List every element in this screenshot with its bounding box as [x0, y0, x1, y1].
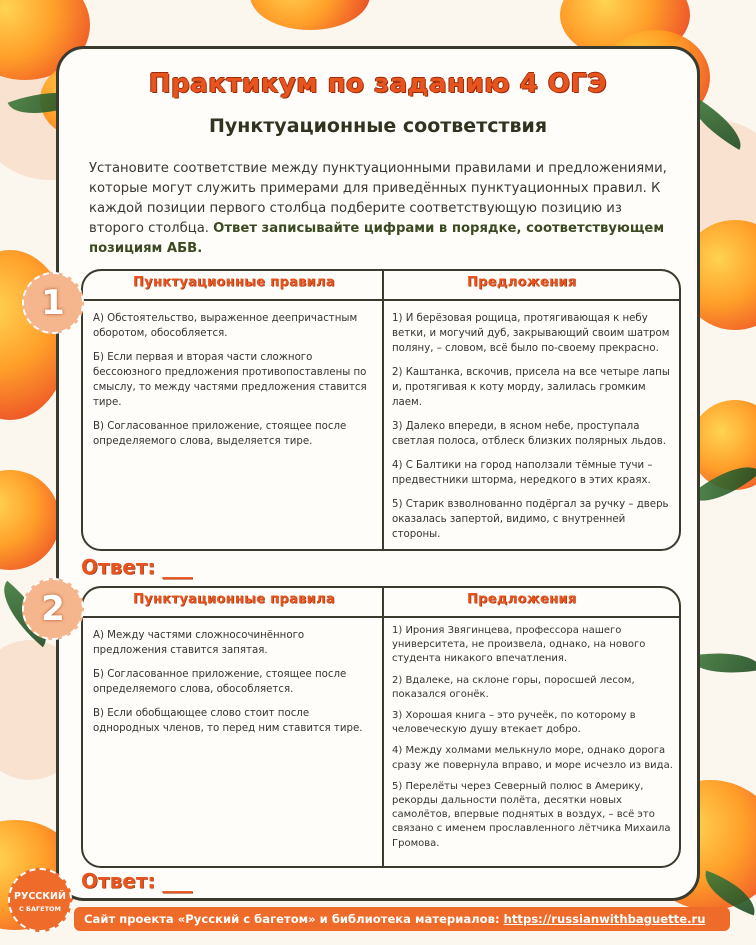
worksheet-card	[56, 46, 700, 901]
instructions-text: Установите соответствие между пунктуационными правилами и предложениями, которые могут служить примерами для приведённых пунктуационных правил. К каждой позиции первого столбца подберите соответствующую позицию из второго столбца.	[89, 161, 667, 236]
answer-line-1[interactable]: Ответ: ___	[81, 555, 193, 579]
sentence-item: 2) Каштанка, вскочив, присела на все четыре лапы и, протягивая к коту морду, залилась громким лаем.	[392, 367, 670, 408]
rule-item: Б) Согласованное приложение, стоящее после определяемого слова, обособляется.	[93, 669, 347, 695]
sentence-item: 2) Вдалеке, на склоне горы, поросшей лесом, показался огонёк.	[392, 674, 635, 700]
sentences-column	[392, 624, 674, 858]
sentence-item: 4) Между холмами мелькнуло море, однако дорога сразу же повернула вправо, и море исчезло из вида.	[392, 745, 673, 771]
rule-item: А) Обстоятельство, выраженное деепричастным оборотом, обособляется.	[93, 313, 358, 339]
sentences-column-header: Предложения	[467, 592, 577, 607]
sentence-item: 5) Старик взволнованно подёргал за ручку – дверь оказалась запертой, видимо, с внутренней стороны.	[392, 499, 669, 540]
page-subtitle: Пунктуационные соответствия	[208, 115, 548, 137]
sentence-item: 4) С Балтики на город наползали тёмные тучи – предвестники шторма, нередкого в этих краях.	[392, 460, 653, 486]
page-title: Практикум по заданию 4 ОГЭ	[148, 69, 608, 99]
sentence-item: 3) Хорошая книга – это ручеёк, по которому в человеческую душу втекает добро.	[392, 710, 636, 736]
rule-item: В) Если обобщающее слово стоит после однородных членов, то перед ним ставится тире.	[93, 708, 363, 734]
table-header	[83, 588, 679, 618]
column-divider	[382, 271, 384, 549]
sentence-item: 3) Далеко впереди, в ясном небе, проступала светлая полоса, отблеск близких полярных льдов.	[392, 421, 666, 447]
brand-logo-badge	[8, 868, 72, 932]
sentences-column-header: Предложения	[467, 275, 577, 290]
sentence-item: 1) Ирония Звягинцева, профессора нашего университета, не произвела, однако, на нового студента никакого впечатления.	[392, 625, 646, 665]
task-1-table	[81, 269, 681, 551]
rules-column	[93, 311, 375, 458]
brand-logo-line1: РУССКИЙ	[14, 891, 66, 902]
rule-item: А) Между частями сложносочинённого предложения ставится запятая.	[93, 630, 305, 656]
brand-logo-line2: С БАГЕТОМ	[18, 905, 62, 913]
sentences-column	[392, 311, 674, 551]
footer-link[interactable]: https://russianwithbaguette.ru	[503, 912, 706, 926]
task-number-2: 2	[22, 578, 84, 640]
task-2-table	[81, 586, 681, 868]
rules-column-header: Пунктуационные правила	[133, 592, 335, 607]
sentence-item: 5) Перелёты через Северный полюс в Америку, рекорды дальности полёта, десятки новых самолётов, впервые поднятых в воздух, – всё это связано с именем прославленного лётчика Михаила Громова.	[392, 780, 671, 849]
answer-line-2[interactable]: Ответ: ___	[81, 869, 193, 893]
table-header	[83, 271, 679, 301]
task-instructions	[89, 159, 669, 259]
sentence-item: 1) И берёзовая рощица, протягивающая к небу ветки, и могучий дуб, закрывающий своим шатром поляну, – словом, всё было по-своему прекрасно.	[392, 313, 670, 354]
task-number-1: 1	[22, 272, 84, 334]
instructions-bold: Ответ записывайте цифрами в порядке, соответствующем позициям АБВ.	[89, 221, 665, 256]
footer-bar	[74, 907, 730, 931]
mango-illustration	[0, 470, 60, 570]
column-divider	[382, 588, 384, 866]
rules-column	[93, 628, 375, 745]
rule-item: В) Согласованное приложение, стоящее после определяемого слова, выделяется тире.	[93, 421, 347, 447]
footer-text: Сайт проекта «Русский с багетом» и библиотека материалов:	[84, 912, 504, 926]
rules-column-header: Пунктуационные правила	[133, 275, 335, 290]
mango-illustration	[250, 0, 370, 30]
rule-item: Б) Если первая и вторая части сложного бессоюзного предложения противопоставлены по смыслу, то между частями предложения ставится тире.	[93, 352, 367, 408]
